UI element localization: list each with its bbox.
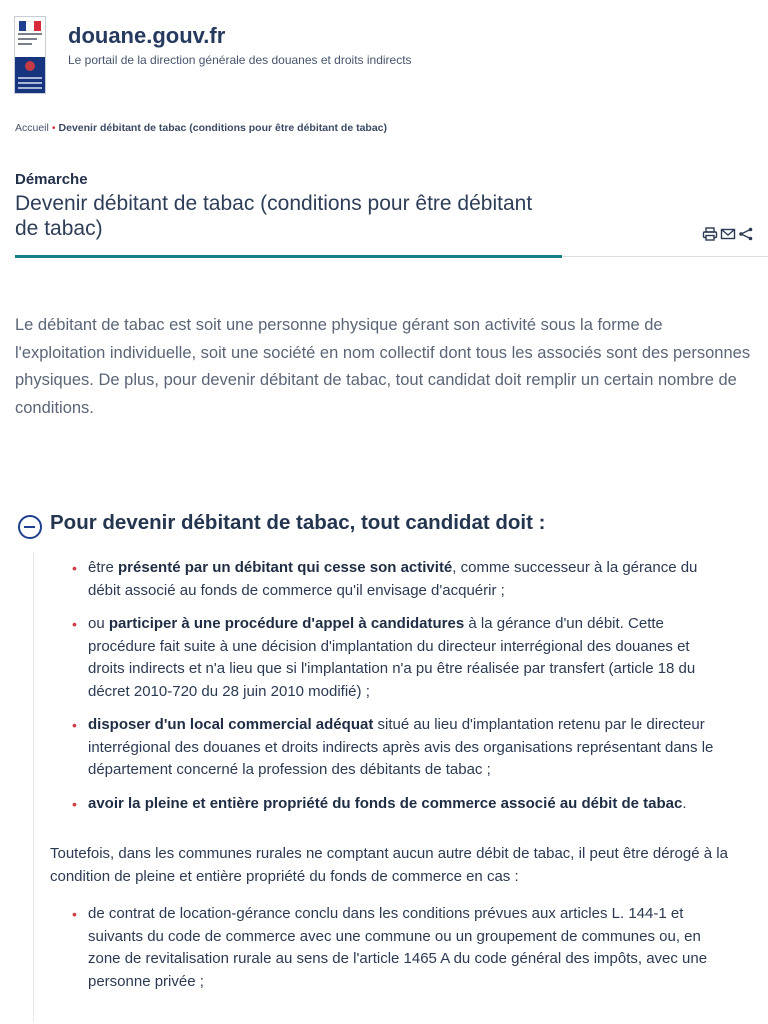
list-item-post: , comme successeur à la gérance du débit associé au fonds de commerce qu'il envisage d'acquérir ; [88,559,698,599]
list-item-bold: avoir la pleine et entière propriété du fonds de commerce associé au débit de tabac [88,794,683,812]
list-item-post: . [682,794,687,812]
page-kicker: Démarche [15,171,88,188]
list-item [88,793,728,816]
site-tagline: Le portail de la direction générale des douanes et droits indirects [68,53,412,67]
page-title: Devenir débitant de tabac (conditions pour être débitant de tabac) [15,192,533,240]
print-icon[interactable] [702,227,718,241]
republique-francaise-mark [18,33,42,51]
exceptions-list [88,903,728,1004]
list-item-bold: présenté par un débitant qui cesse son activité [118,559,453,576]
breadcrumb-separator: • [51,122,56,134]
site-logo[interactable] [14,16,46,94]
list-item-post: à la gérance d'un débit. Cette procédure fait suite à une décision d'implantation du directeur interrégional des douanes et droits indirects et n'a lieu que si l'implantation n'a pu être réalisée par transfert (article 18 du décret 2010-720 du 28 juin 2010 modifié) ; [88,615,696,700]
page-tools [702,227,754,241]
douanes-emblem-icon [15,57,45,93]
list-item [88,714,728,782]
list-item [88,557,728,602]
list-item [88,903,728,993]
list-item-bold: participer à une procédure d'appel à candidatures [108,615,465,632]
share-icon[interactable] [738,227,754,241]
list-item-bold: disposer d'un local commercial adéquat [88,716,374,733]
mail-icon[interactable] [720,227,736,241]
list-item [88,613,728,703]
collapse-minus-icon[interactable] [18,515,42,539]
list-item-text: de contrat de location-gérance conclu dans les conditions prévues aux articles L. 144-1 et suivants du code de commerce avec une commune ou un groupement de communes ou, en zone de revitalisation rurale au sens de l'article 1465 A du code général des impôts, avec une personne privée ; [88,905,708,990]
section-title[interactable]: Pour devenir débitant de tabac, tout candidat doit : [50,511,546,534]
title-accent-bar [15,255,562,258]
conditions-list [88,557,728,826]
breadcrumb-home-link[interactable]: Accueil [15,122,49,134]
breadcrumb-current: Devenir débitant de tabac (conditions pour être débitant de tabac) [58,122,388,134]
breadcrumb [15,122,387,134]
site-name[interactable]: douane.gouv.fr [68,23,226,48]
list-item-pre: être [88,559,119,576]
exception-note: Toutefois, dans les communes rurales ne comptant aucun autre débit de tabac, il peut être dérogé à la condition de pleine et entière propriété du fonds de commerce en cas : [50,845,728,885]
site-header [0,0,768,100]
list-item-post: situé au lieu d'implantation retenu par le directeur interrégional des douanes et droits indirects après avis des organisations représentant dans le département concerné la profession des débitants de tabac ; [88,716,714,778]
french-flag-icon [19,21,41,31]
list-item-pre: ou [88,615,109,632]
intro-paragraph: Le débitant de tabac est soit une personne physique gérant son activité sous la forme de l'exploitation individuelle, soit une société en nom collectif dont tous les associés sont des personnes physiques. De plus, pour devenir débitant de tabac, tout candidat doit remplir un certain nombre de conditions. [15,316,751,417]
section-left-border [33,552,34,1022]
